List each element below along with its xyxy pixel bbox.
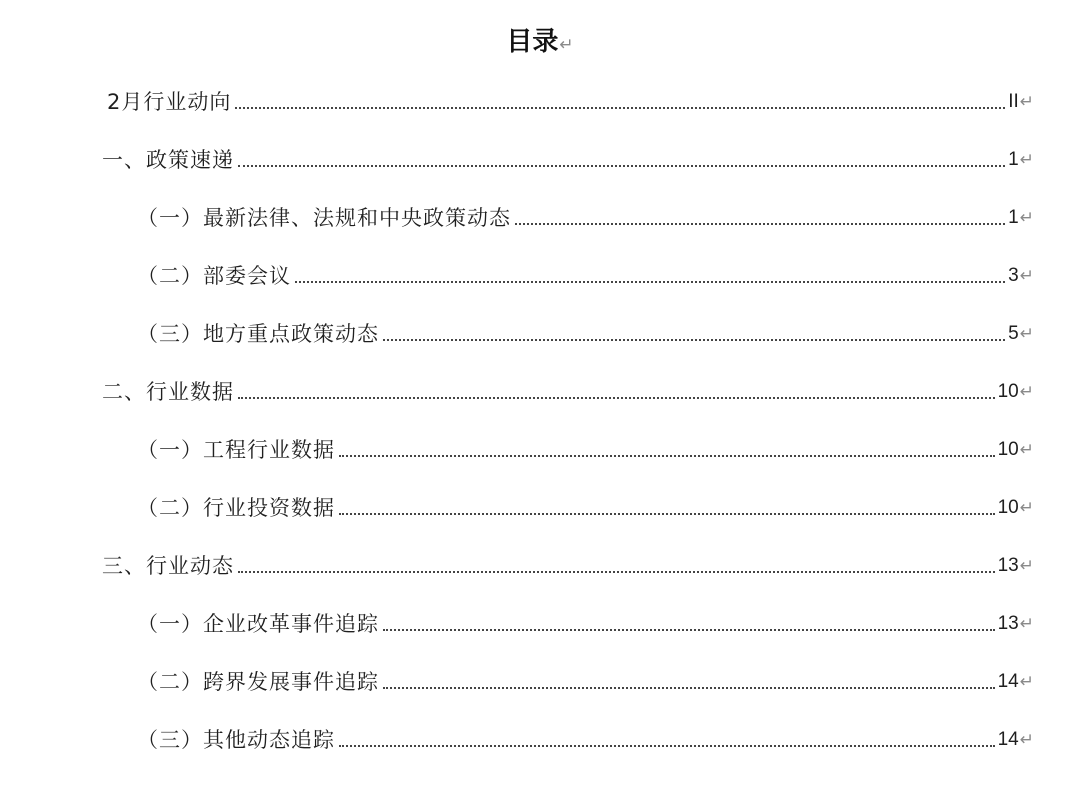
toc-entry[interactable]	[102, 370, 1034, 406]
paragraph-mark-icon: ↵	[1019, 556, 1034, 576]
paragraph-mark-icon: ↵	[1019, 730, 1034, 750]
toc-page-number: 1	[1008, 207, 1019, 228]
toc-entry[interactable]	[102, 544, 1034, 580]
toc-entry[interactable]	[137, 196, 1034, 232]
toc-entry-text: （一）工程行业数据	[137, 438, 335, 462]
dot-leader	[238, 397, 995, 399]
toc-page-number: 14	[997, 729, 1019, 750]
toc-page-number: 13	[997, 613, 1019, 634]
paragraph-mark-icon: ↵	[1019, 266, 1034, 286]
dot-leader	[339, 513, 995, 515]
toc-entry[interactable]	[107, 80, 1034, 116]
toc-page-number: 3	[1008, 265, 1019, 286]
paragraph-mark-icon: ↵	[559, 35, 574, 55]
toc-page-number: 1	[1008, 149, 1019, 170]
paragraph-mark-icon: ↵	[1019, 614, 1034, 634]
paragraph-mark-icon: ↵	[1019, 672, 1034, 692]
dot-leader	[339, 455, 995, 457]
toc-entry[interactable]	[137, 718, 1034, 754]
toc-entry-text: （一）最新法律、法规和中央政策动态	[137, 206, 511, 230]
paragraph-mark-icon: ↵	[1019, 498, 1034, 518]
toc-entry-text: （二）行业投资数据	[137, 496, 335, 520]
toc-page-number: 10	[997, 439, 1019, 460]
toc-entry-text: （二）部委会议	[137, 264, 291, 288]
dot-leader	[383, 339, 1005, 341]
toc-page-number: 10	[997, 497, 1019, 518]
dot-leader	[383, 629, 995, 631]
paragraph-mark-icon: ↵	[1019, 208, 1034, 228]
dot-leader	[515, 223, 1005, 225]
toc-entry[interactable]	[137, 602, 1034, 638]
toc-entry[interactable]	[137, 428, 1034, 464]
page-title	[0, 22, 1080, 65]
toc-page-number: 14	[997, 671, 1019, 692]
toc-entry[interactable]	[137, 312, 1034, 348]
toc-page-number: II	[1008, 91, 1019, 112]
paragraph-mark-icon: ↵	[1019, 92, 1034, 112]
toc-page-number: 5	[1008, 323, 1019, 344]
dot-leader	[383, 687, 995, 689]
paragraph-mark-icon: ↵	[1019, 324, 1034, 344]
toc-entry[interactable]	[137, 254, 1034, 290]
dot-leader	[295, 281, 1005, 283]
toc-entry-text: （二）跨界发展事件追踪	[137, 670, 379, 694]
toc-entry-text: 二、行业数据	[102, 380, 234, 404]
dot-leader	[339, 745, 995, 747]
toc-page-number: 10	[997, 381, 1019, 402]
toc-entry-text: 一、政策速递	[102, 148, 234, 172]
toc-entry-text: （三）其他动态追踪	[137, 728, 335, 752]
paragraph-mark-icon: ↵	[1019, 382, 1034, 402]
toc-entry-text: 三、行业动态	[102, 554, 234, 578]
toc-entry[interactable]	[137, 660, 1034, 696]
toc-entry-text: 2月行业动向	[107, 90, 232, 114]
toc-entry-text: （一）企业改革事件追踪	[137, 612, 379, 636]
dot-leader	[238, 165, 1005, 167]
toc-entry[interactable]	[137, 486, 1034, 522]
toc-page-number: 13	[997, 555, 1019, 576]
toc-entry[interactable]	[102, 138, 1034, 174]
paragraph-mark-icon: ↵	[1019, 150, 1034, 170]
paragraph-mark-icon: ↵	[1019, 440, 1034, 460]
title-text: 目录	[506, 27, 559, 57]
dot-leader	[238, 571, 995, 573]
dot-leader	[235, 107, 1005, 109]
toc-entry-text: （三）地方重点政策动态	[137, 322, 379, 346]
